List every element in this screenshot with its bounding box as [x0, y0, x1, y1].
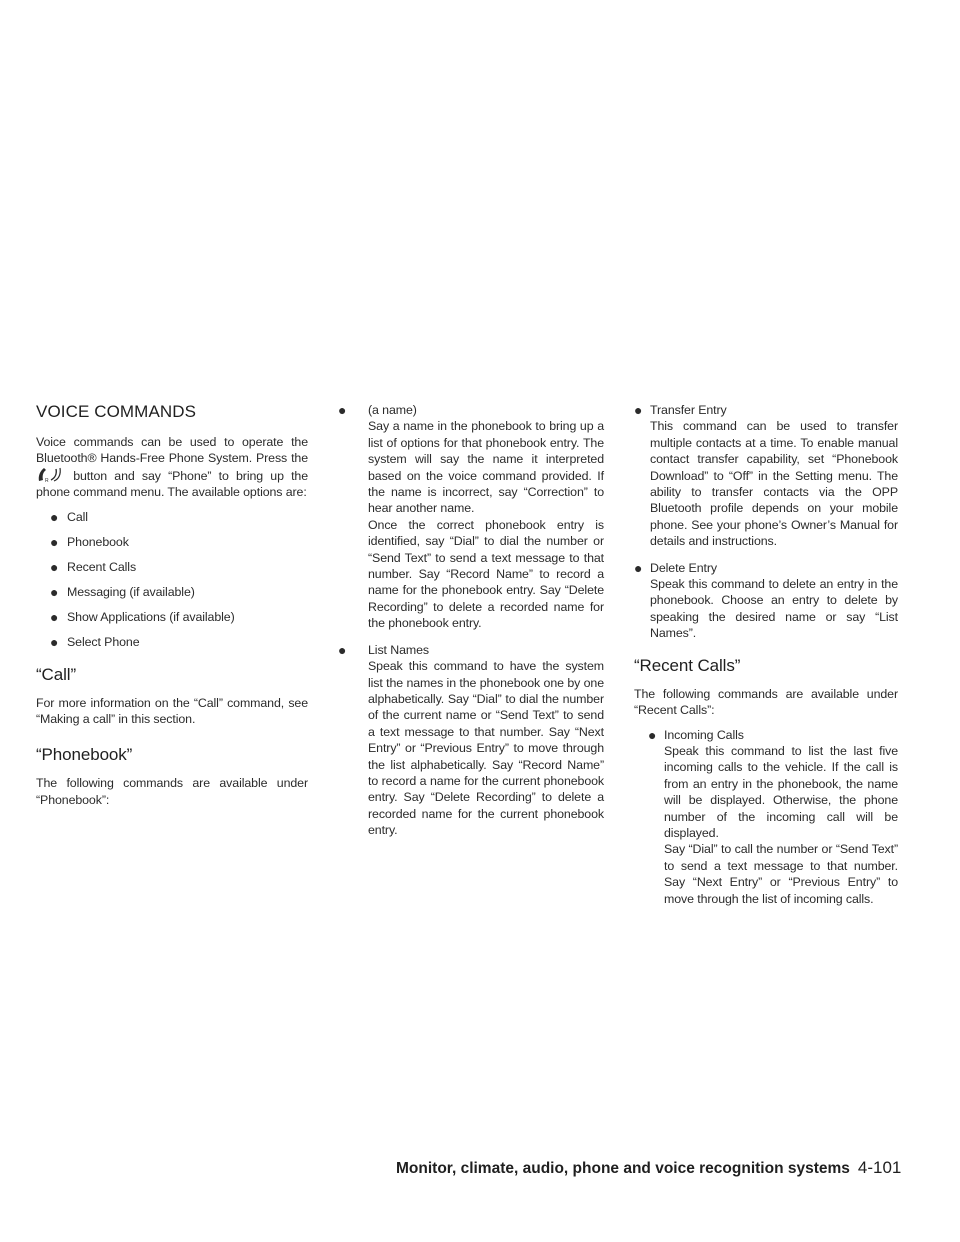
phonebook-entry-a-name: [338, 402, 604, 632]
column-2: [338, 402, 604, 849]
phonebook-entry-delete: [634, 560, 898, 642]
bullet-icon: ●: [634, 402, 643, 418]
phone-voice-icon: [36, 467, 66, 483]
column-3: [634, 402, 898, 917]
entry-desc: Speak this command to have the system list the names in the phonebook one by one alphabetically. Say “Dial” to dial the number of the current name or “Send Text” to send a text message to that number. Say “Next Entry” or “Previous Entry” to move through the list alphabetically. Say “Record Name” to record a name for the current phonebook entry. Say “Delete Recording” to delete a recorded name for the current phonebook entry.: [368, 659, 604, 838]
voice-intro-part1: Voice commands can be used to operate the Bluetooth® Hands-Free Phone System. Press the: [36, 435, 308, 466]
list-item: ● Messaging (if available): [50, 583, 195, 600]
entry-desc-2: Once the correct phonebook entry is identified, say “Dial” to dial the number or “Send Text” to send a text message to that number. Say “Record Name” to record a name for the phonebook entry. Say “Delete Recording” to delete a recorded name for the phonebook entry.: [368, 517, 604, 631]
bullet-icon: ●: [634, 559, 643, 576]
list-item: ● Recent Calls: [50, 558, 137, 575]
entry-desc: Speak this command to list the last five incoming calls to the vehicle. If the call is from an entry in the phonebook, the name will be displayed. Otherwise, the phone number of the incoming call will be displayed.: [664, 743, 898, 840]
bullet-icon: ●: [648, 726, 657, 743]
footer-chapter-title: Monitor, climate, audio, phone and voice recognition systems: [396, 1160, 850, 1177]
bullet-icon: ●: [338, 641, 347, 658]
entry-name: (a name): [368, 403, 417, 417]
entry-name: List Names: [368, 642, 429, 657]
recent-entry-incoming: [634, 727, 898, 907]
list-item: ● Call: [50, 508, 88, 525]
section-title-voice-commands: VOICE COMMANDS: [36, 402, 197, 421]
entry-name: Incoming Calls: [664, 727, 744, 742]
phonebook-entry-list-names: [338, 642, 604, 839]
list-item: ● Phonebook: [50, 533, 129, 550]
entry-desc: This command can be used to transfer multiple contacts at a time. To enable manual contact transfer capability, set “Phonebook Download” to “Off” in the Setting menu. The ability to transfer contacts via the OPP Bluetooth profile depends on your mobile phone. See your phone’s Owner’s Manual for details and instructions.: [650, 419, 898, 549]
list-item: ● Show Applications (if available): [50, 609, 235, 625]
voice-intro: [36, 434, 308, 501]
svg-text:R: R: [45, 477, 49, 483]
bullet-icon: ●: [338, 402, 347, 418]
phonebook-text: The following commands are available under “Phonebook”:: [36, 776, 308, 807]
voice-intro-part2: button and say “Phone” to bring up the phone command menu. The available options are:: [36, 468, 308, 500]
entry-desc: Say a name in the phonebook to bring up a list of options for that phonebook entry. The system will say the name it interpreted based on the voice command provided. If the name is incorrect, say “Correction” to hear another name.: [368, 419, 604, 516]
page-footer: [396, 1158, 916, 1178]
list-item: ● Select Phone: [50, 634, 140, 651]
page-number: 4-101: [857, 1158, 902, 1177]
recent-text: The following commands are available under “Recent Calls”:: [634, 686, 898, 718]
entry-name: Delete Entry: [650, 560, 717, 575]
bullet-icon: ●: [50, 558, 59, 575]
phonebook-entry-transfer: [634, 402, 898, 550]
bullet-icon: ●: [50, 508, 59, 525]
bullet-icon: ●: [50, 533, 59, 550]
bullet-icon: ●: [50, 634, 59, 651]
section-title-recent-calls: “Recent Calls”: [634, 655, 741, 675]
call-text: For more information on the “Call” command, see “Making a call” in this section.: [36, 695, 308, 726]
bullet-icon: ●: [50, 609, 59, 625]
section-title-call: “Call”: [36, 664, 77, 684]
section-title-phonebook: “Phonebook”: [36, 745, 133, 765]
entry-desc-2: Say “Dial” to call the number or “Send Text” to send a text message to that number. Say “Next Entry” or “Previous Entry” to move through the list of incoming calls.: [664, 842, 898, 906]
voice-options-list: [36, 509, 308, 651]
entry-name: Transfer Entry: [650, 403, 727, 417]
column-1: [36, 402, 308, 808]
bullet-icon: ●: [50, 583, 59, 600]
entry-desc: Speak this command to delete an entry in the phonebook. Choose an entry to delete by speaking the desired name or say “List Names”.: [650, 577, 898, 641]
